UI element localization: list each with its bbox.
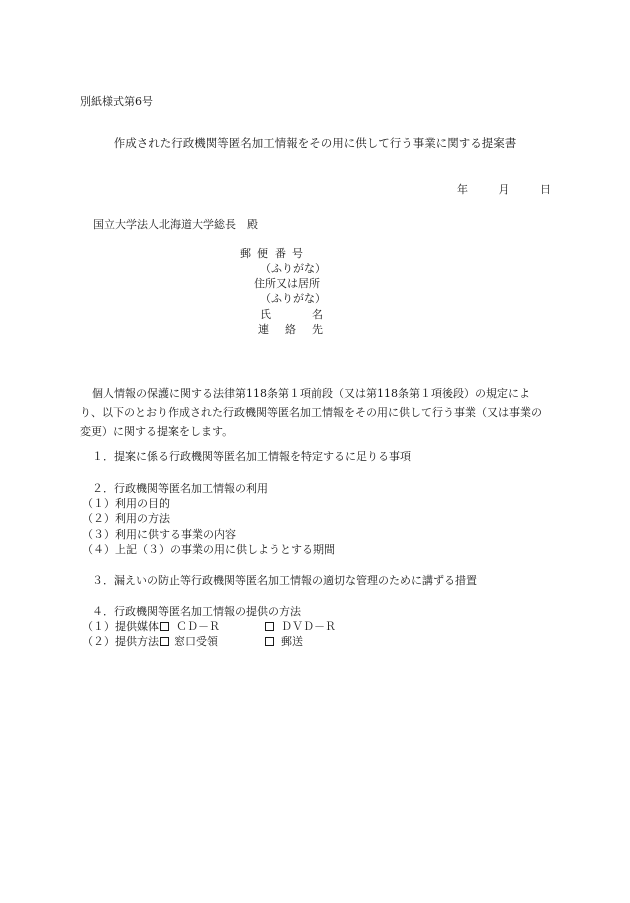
contact-label: [240, 324, 326, 339]
dvdr-option-label: ＤＶＤ－Ｒ: [281, 620, 336, 633]
section-4-heading: ４．行政機関等匿名加工情報の提供の方法: [92, 605, 301, 618]
media-row: [82, 621, 220, 632]
method-label: （２）提供方法: [82, 635, 159, 648]
postal-code-label: [240, 248, 326, 263]
date-line: [457, 184, 551, 195]
cdr-option-label: ＣＤ－Ｒ: [176, 620, 220, 633]
contact-char: 先: [312, 323, 323, 336]
postal-char: 番: [275, 247, 286, 260]
cdr-checkbox[interactable]: [160, 622, 169, 631]
document-title: 作成された行政機関等匿名加工情報をその用に供して行う事業に関する提案書: [113, 136, 517, 150]
section-2-heading: ２．行政機関等匿名加工情報の利用: [92, 482, 268, 495]
section-1-heading: １．提案に係る行政機関等匿名加工情報を特定するに足りる事項: [92, 450, 411, 463]
postal-char: 郵: [240, 247, 251, 260]
postal-char: 号: [292, 247, 303, 260]
mail-checkbox[interactable]: [265, 637, 274, 646]
mail-option: [264, 636, 303, 647]
section-2-item-2: （２）利用の方法: [82, 512, 170, 525]
dvdr-checkbox[interactable]: [265, 622, 274, 631]
section-3-heading: ３．漏えいの防止等行政機関等匿名加工情報の適切な管理のために講ずる措置: [92, 574, 477, 587]
furigana-text: （ふりがな）: [260, 262, 326, 275]
date-day: 日: [540, 183, 551, 196]
address-label: [240, 278, 326, 293]
method-row: [82, 636, 218, 647]
address-text: 住所又は居所: [254, 277, 320, 290]
name-char: 名: [312, 308, 323, 321]
name-label: [240, 309, 326, 324]
addressee: 国立大学法人北海道大学総長 殿: [93, 218, 258, 231]
furigana-name-label: [240, 293, 326, 308]
mail-option-label: 郵送: [281, 635, 303, 648]
contact-char: 連: [258, 323, 269, 336]
dvdr-option: [264, 621, 336, 632]
counter-pickup-checkbox[interactable]: [160, 637, 169, 646]
section-2-item-4: （４）上記（３）の事業の用に供しようとする期間: [82, 543, 335, 556]
name-char: 氏: [260, 308, 271, 321]
form-number: 別紙様式第6号: [80, 95, 153, 108]
contact-char: 絡: [285, 323, 296, 336]
date-month: 月: [498, 183, 510, 196]
body-paragraph: 個人情報の保護に関する法律第118条第１項前段（又は第118条第１項後段）の規定により、以下のとおり作成された行政機関等匿名加工情報をその用に供して行う事業（又は事業の変更）に関する提案をします。: [80, 387, 542, 438]
counter-pickup-label: 窓口受領: [174, 635, 218, 648]
furigana-address-label: [240, 263, 326, 278]
section-2-item-1: （１）利用の目的: [82, 497, 170, 510]
date-year: 年: [457, 183, 468, 196]
media-label: （１）提供媒体: [82, 620, 159, 633]
furigana-text: （ふりがな）: [260, 292, 326, 305]
postal-char: 便: [257, 247, 268, 260]
section-2-item-3: （３）利用に供する事業の内容: [82, 528, 236, 541]
